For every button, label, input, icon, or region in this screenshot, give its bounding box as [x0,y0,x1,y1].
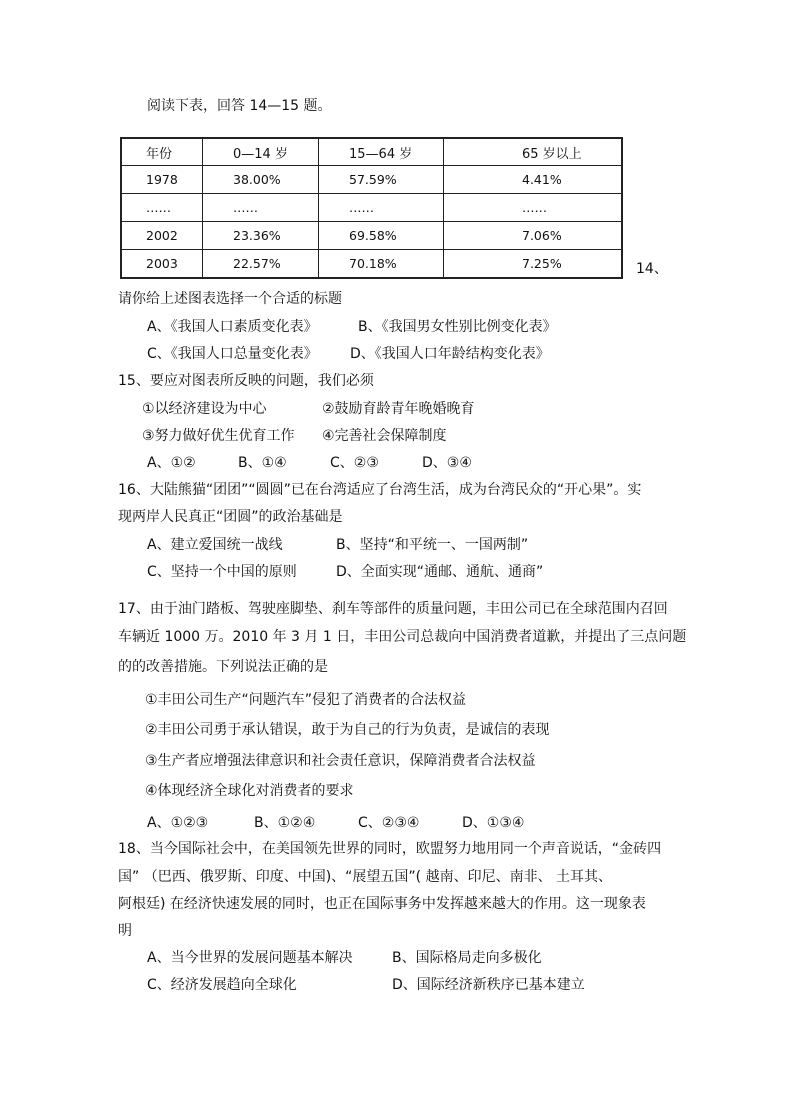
q17-stem-line-1: 17、由于油门踏板、驾驶座脚垫、刹车等部件的质量问题，丰田公司已在全球范围内召回 [118,601,668,617]
table-cell: 7.25% [444,250,623,279]
q15-item-3: ③努力做好优生优育工作 [142,428,295,444]
population-age-table [120,137,623,279]
q18-stem-line-1: 18、当今国际社会中，在美国领先世界的同时，欧盟努力地用同一个声音说话，“金砖四 [118,841,662,857]
q17-stem-line-2: 车辆近 1000 万。2010 年 3 月 1 日，丰田公司总裁向中国消费者道歉，并提出了三点问题 [118,629,687,645]
q18-stem-line-3: 阿根廷) 在经济快速发展的同时，也正在国际事务中发挥越来越大的作用。这一现象表 [118,896,646,912]
table-cell: 1978 [121,166,203,194]
q14-stem: 请你给上述图表选择一个合适的标题 [118,291,342,307]
q16-stem-line-2: 现两岸人民真正“团圆”的政治基础是 [118,509,343,525]
q15-item-2: ②鼓励育龄青年晚婚晚育 [322,401,475,417]
q16-option-a: A、建立爱国统一战线 [147,537,283,553]
table-cell: 22.57% [203,250,319,279]
q14-option-a: A、《我国人口素质变化表》 [147,319,318,335]
q16-option-b: B、坚持“和平统一、一国两制” [336,537,529,553]
q16-stem-line-1: 16、大陆熊猫“团团”“圆圆”已在台湾适应了台湾生活，成为台湾民众的“开心果”。实 [118,482,642,498]
q18-option-c: C、经济发展趋向全球化 [147,977,297,993]
table-cell: 2003 [121,250,203,279]
reading-instruction: 阅读下表，回答 14—15 题。 [147,98,332,114]
table-cell: 4.41% [444,166,623,194]
table-row [121,222,622,250]
q17-item-4: ④体现经济全球化对消费者的要求 [145,783,354,799]
q15-item-1: ①以经济建设为中心 [142,401,267,417]
table-cell: 23.36% [203,222,319,250]
q16-option-c: C、坚持一个中国的原则 [147,564,297,580]
q18-option-d: D、国际经济新秩序已基本建立 [392,977,585,993]
q14-option-b: B、《我国男女性别比例变化表》 [358,319,557,335]
table-cell: 2002 [121,222,203,250]
q15-option-d: D、③④ [422,455,472,471]
table-row [121,166,622,194]
q14-option-d: D、《我国人口年龄结构变化表》 [350,346,550,362]
q18-option-b: B、国际格局走向多极化 [392,950,542,966]
q17-item-2: ②丰田公司勇于承认错误，敢于为自己的行为负责，是诚信的表现 [145,722,550,738]
q16-option-d: D、全面实现“通邮、通航、通商” [336,564,544,580]
q17-item-1: ①丰田公司生产“问题汽车”侵犯了消费者的合法权益 [145,692,467,708]
q18-stem-line-2: 国” （巴西、俄罗斯、印度、中国)、“展望五国”( 越南、印尼、南非、 土耳其、 [118,869,613,885]
table-header-row [121,138,622,166]
table-cell: 7.06% [444,222,623,250]
table-cell: 38.00% [203,166,319,194]
q15-option-b: B、①④ [238,455,287,471]
table-cell: 57.59% [319,166,444,194]
header-year: 年份 [121,138,203,166]
q17-option-d: D、①③④ [462,815,525,831]
q14-number: 14、 [636,261,668,277]
q17-option-a: A、①②③ [147,815,209,831]
q18-stem-line-4: 明 [118,923,132,939]
table-row [121,250,622,279]
table-cell: …… [203,194,319,222]
q17-stem-line-3: 的的改善措施。下列说法正确的是 [118,659,328,675]
table-cell: …… [444,194,623,222]
table-cell: …… [319,194,444,222]
q15-item-4: ④完善社会保障制度 [322,428,447,444]
q15-stem: 15、要应对图表所反映的问题，我们必须 [118,373,374,389]
q15-option-a: A、①② [147,455,196,471]
table-row [121,194,622,222]
header-age-0-14: 0—14 岁 [203,138,319,166]
table-cell: 70.18% [319,250,444,279]
table-cell: 69.58% [319,222,444,250]
q17-item-3: ③生产者应增强法律意识和社会责任意识，保障消费者合法权益 [145,753,536,769]
q17-option-c: C、②③④ [358,815,420,831]
table-cell: …… [121,194,203,222]
q14-option-c: C、《我国人口总量变化表》 [147,346,318,362]
q15-option-c: C、②③ [330,455,379,471]
header-age-65-plus: 65 岁以上 [444,138,623,166]
q17-option-b: B、①②④ [254,815,316,831]
q18-option-a: A、当今世界的发展问题基本解决 [147,950,353,966]
header-age-15-64: 15—64 岁 [319,138,444,166]
